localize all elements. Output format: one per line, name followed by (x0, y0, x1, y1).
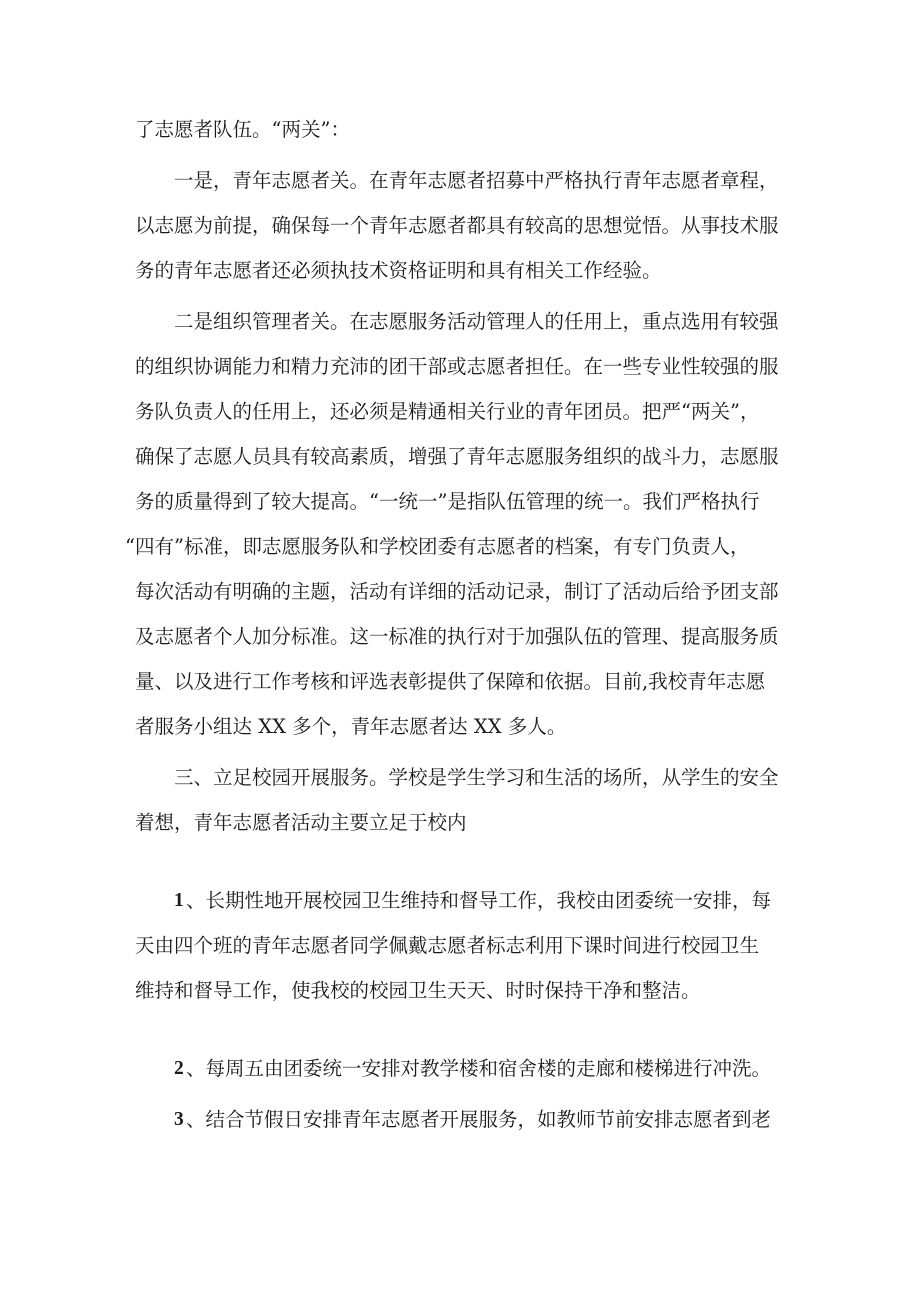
paragraph-text: 确保了志愿人员具有较高素质，增强了青年志愿服务组织的战斗力，志愿服 (135, 445, 779, 468)
paragraph-text: 每次活动有明确的主题，活动有详细的活动记录，制订了活动后给予团支部 (135, 580, 779, 603)
paragraph-text: 三、立足校园开展服务。学校是学生学习和生活的场所，从学生的安全 (174, 766, 779, 789)
paragraph-text: 者服务小组达 XX 多个，青年志愿者达 XX 多人。 (135, 715, 567, 738)
paragraph-text: “四有”标准，即志愿服务队和学校团委有志愿者的档案，有专门负责人， (125, 535, 750, 558)
paragraph-text: 、长期性地开展校园卫生维持和督导工作，我校由团委统一安排，每 (186, 889, 772, 912)
paragraph-text: 务的青年志愿者还必须执技术资格证明和具有相关工作经验。 (135, 259, 662, 282)
paragraph-text: 量、以及进行工作考核和评选表彰提供了保障和依据。目前,我校青年志愿 (135, 670, 766, 693)
paragraph-text: 务队负责人的任用上，还必须是精通相关行业的青年团员。把严“两关”， (135, 400, 760, 423)
paragraph-text: 二是组织管理者关。在志愿服务活动管理人的任用上，重点选用有较强 (174, 310, 779, 333)
paragraph-text: 、结合节假日安排青年志愿者开展服务，如教师节前安排志愿者到老 (186, 1108, 772, 1131)
paragraph-text: 以志愿为前提，确保每一个青年志愿者都具有较高的思想觉悟。从事技术服 (135, 214, 779, 237)
paragraph-text: 一是，青年志愿者关。在青年志愿者招募中严格执行青年志愿者章程， (174, 169, 779, 192)
paragraph-text: 了志愿者队伍。“两关”： (135, 118, 350, 141)
paragraph-text: 维持和督导工作，使我校的校园卫生天天、时时保持干净和整洁。 (135, 979, 701, 1002)
paragraph-text: 天由四个班的青年志愿者同学佩戴志愿者标志利用下课时间进行校园卫生 (135, 934, 760, 957)
list-number: 2 (174, 1058, 184, 1079)
paragraph-text: 务的质量得到了较大提高。“一统一”是指队伍管理的统一。我们严格执行 (135, 490, 760, 513)
list-number: 1 (174, 890, 184, 911)
list-number: 3 (174, 1109, 184, 1130)
paragraph-text: 、每周五由团委统一安排对教学楼和宿舍楼的走廊和楼梯进行冲洗。 (186, 1057, 772, 1080)
paragraph-text: 及志愿者个人加分标准。这一标准的执行对于加强队伍的管理、提高服务质 (135, 625, 779, 648)
paragraph-text: 的组织协调能力和精力充沛的团干部或志愿者担任。在一些专业性较强的服 (135, 355, 779, 378)
paragraph-text: 着想，青年志愿者活动主要立足于校内 (135, 811, 467, 834)
